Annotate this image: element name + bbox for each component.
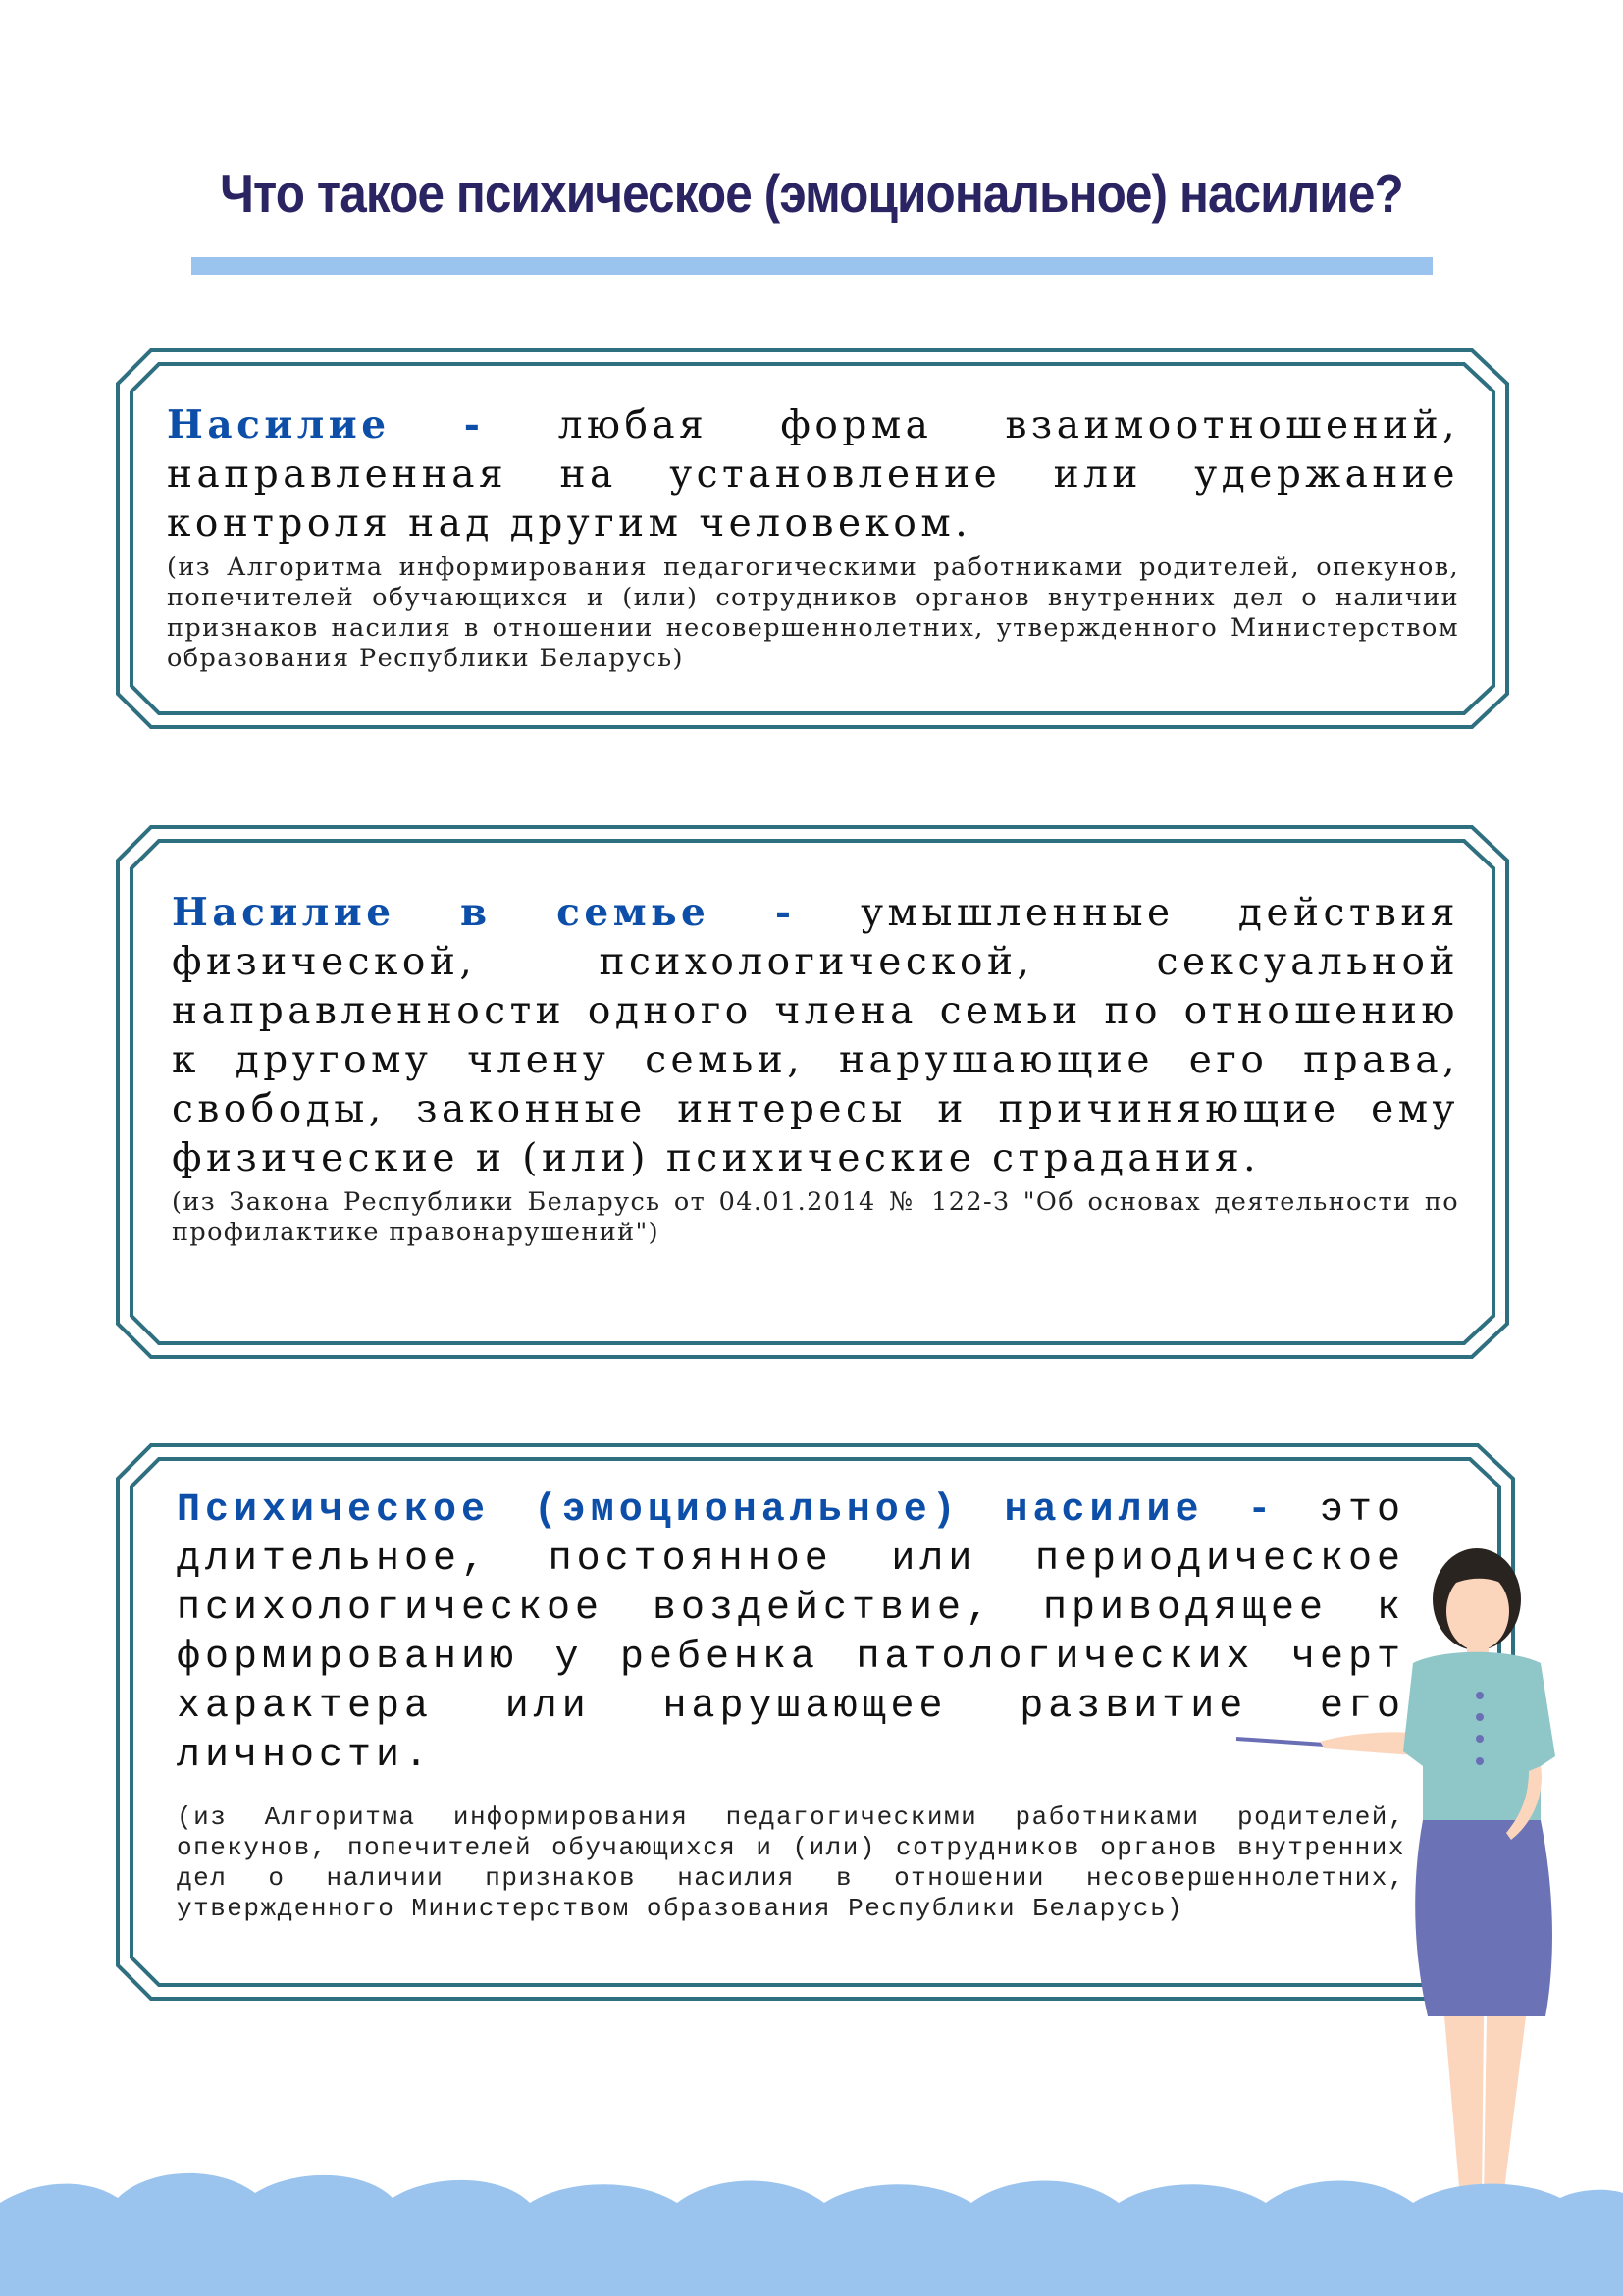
dash: - (390, 402, 558, 447)
dash: - (709, 890, 862, 935)
title-underline (191, 257, 1433, 275)
definition-text: умышленные действия физической, психологической, сексуальной направленности одного члена семьи по отношению к другому члену семьи, нарушающие его права, свободы, законные интересы и причиняющие ему физические и (или) психические страдания. (172, 891, 1459, 1180)
term: Насилие (167, 402, 391, 447)
definition-violence (167, 400, 1459, 674)
source-citation: (из Алгоритма информирования педагогическими работниками родителей, опекунов, попечителей обучающихся и (или) сотрудников органов внутренних дел о наличии признаков насилия в отношении несовершеннолетних, утвержденного Министерством образования Республики Беларусь) (177, 1802, 1405, 1923)
source-citation: (из Закона Республики Беларусь от 04.01.2014 № 122-З "Об основах деятельности по профилактике правонарушений") (172, 1187, 1459, 1247)
page-title: Что такое психическое (эмоциональное) насилие? (220, 163, 1403, 224)
definition-text: любая форма взаимоотношений, направленная на установление или удержание контроля над другим человеком. (167, 403, 1460, 546)
pointer-icon (1236, 1739, 1325, 1745)
definition-text: это длительное, постоянное или периодическое психологическое воздействие, приводящее к формированию у ребенка патологических черт характера или нарушающее развитие его личности. (177, 1488, 1406, 1778)
definition-domestic-violence (172, 888, 1459, 1248)
source-citation: (из Алгоритма информирования педагогическими работниками родителей, опекунов, попечителей обучающихся и (или) сотрудников органов внутренних дел о наличии признаков насилия в отношении несовершеннолетних, утвержденного Министерством образования Республики Беларусь) (167, 552, 1459, 673)
dash: - (1203, 1488, 1320, 1533)
term: Насилие в семье (172, 890, 710, 935)
teacher-illustration (1217, 1521, 1609, 2237)
clouds-decoration (0, 2159, 1623, 2296)
term: Психическое (эмоциональное) насилие (177, 1488, 1204, 1533)
